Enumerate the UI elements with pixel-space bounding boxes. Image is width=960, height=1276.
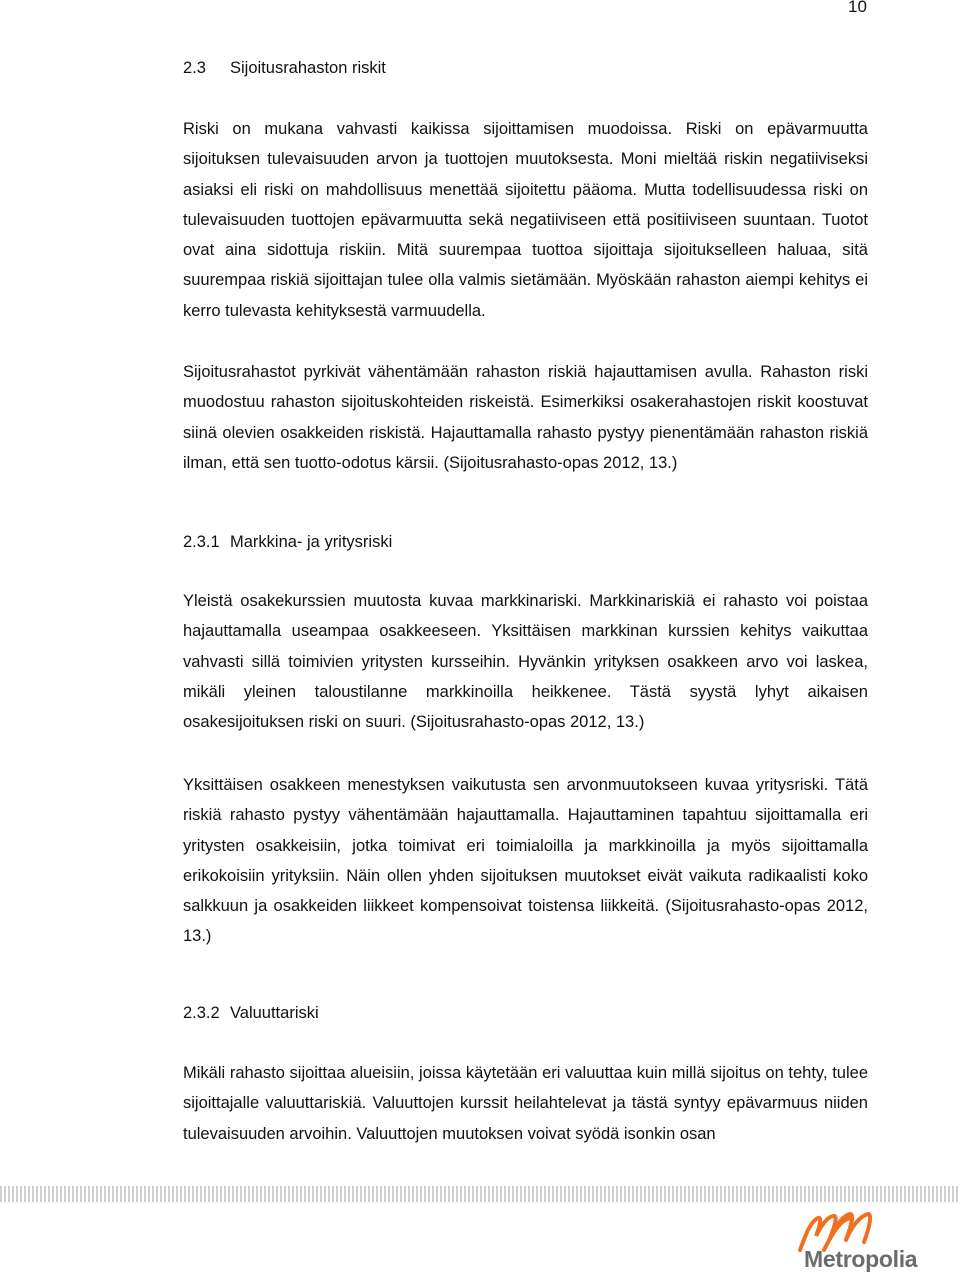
page-number: 10 [848, 0, 867, 16]
section-number: 2.3.2 [183, 1004, 220, 1022]
footer-band [0, 1186, 960, 1202]
paragraph-risk-intro: Riski on mukana vahvasti kaikissa sijoittamisen muodoissa. Riski on epävarmuutta sijoituksen tulevaisuuden arvon ja tuottojen muutoksesta. Moni mieltää riskin negatiiviseksi asiaksi eli riski on mahdollisuus menettää sijoitettu pääoma. Mutta todellisuudessa riski on tulevaisuuden tuottojen epävarmuutta sekä negatiiviseen että positiiviseen suuntaan. Tuotot ovat aina sidottuja riskiin. Mitä suurempaa tuottoa sijoittaja sijoitukselleen haluaa, sitä suurempaa riskiä sijoittajan tulee olla valmis sietämään. Myöskään rahaston aiempi kehitys ei kerro tulevasta kehityksestä varmuudella. [183, 120, 868, 320]
section-title: Markkina- ja yritysriski [230, 533, 393, 551]
paragraph-company-risk: Yksittäisen osakkeen menestyksen vaikutusta sen arvonmuutokseen kuvaa yritysriski. Tätä riskiä rahasto pystyy vähentämään hajauttamalla. Hajauttaminen tapahtuu sijoittamalla eri yritysten osakkeisiin, jotka toimivat eri toimialoilla ja markkinoilla ja myös sijoittamalla erikokoisiin yrityksiin. Näin ollen yhden sijoituksen muutokset eivät vaikuta radikaalisti koko salkkuun ja osakkeiden liikkeet kompensoivat toistensa liikkeitä. (Sijoitusrahasto-opas 2012, 13.) [183, 776, 868, 946]
paragraph-market-risk: Yleistä osakekurssien muutosta kuvaa markkinariski. Markkinariskiä ei rahasto voi poistaa hajauttamalla useampaa osakkeeseen. Yksittäisen markkinan kurssien kehitys vaikuttaa vahvasti sillä toimivien yritysten kursseihin. Hyvänkin yrityksen osakkeen arvo voi laskea, mikäli yleinen taloustilanne markkinoilla heikkenee. Tästä syystä lyhyt aikaisen osakesijoituksen riski on suuri. (Sijoitusrahasto-opas 2012, 13.) [183, 592, 868, 732]
paragraph-currency-risk: Mikäli rahasto sijoittaa alueisiin, joissa käytetään eri valuuttaa kuin millä sijoitus on tehty, tulee sijoittajalle valuuttariskiä. Valuuttojen kurssit heilahtelevat ja tästä syntyy epävarmuus niiden tulevaisuuden arvoihin. Valuuttojen muutoksen voivat syödä isonkin osan [183, 1064, 868, 1143]
section-heading-2-3-1 [183, 531, 392, 553]
section-heading-2-3-2 [183, 1002, 319, 1024]
section-number: 2.3.1 [183, 533, 220, 551]
section-title: Sijoitusrahaston riskit [230, 59, 386, 77]
metropolia-logo-text: Metropolia [804, 1246, 918, 1272]
metropolia-logo [786, 1210, 946, 1274]
section-title: Valuuttariski [230, 1004, 319, 1022]
paragraph-diversification: Sijoitusrahastot pyrkivät vähentämään rahaston riskiä hajauttamisen avulla. Rahaston riski muodostuu rahaston sijoituskohteiden riskeistä. Esimerkiksi osakerahastojen riskit koostuvat siinä olevien osakkeiden riskistä. Hajauttamalla rahasto pystyy pienentämään rahaston riskiä ilman, että sen tuotto-odotus kärsii. (Sijoitusrahasto-opas 2012, 13.) [183, 363, 868, 472]
section-heading-2-3 [183, 57, 386, 79]
section-number: 2.3 [183, 59, 206, 77]
